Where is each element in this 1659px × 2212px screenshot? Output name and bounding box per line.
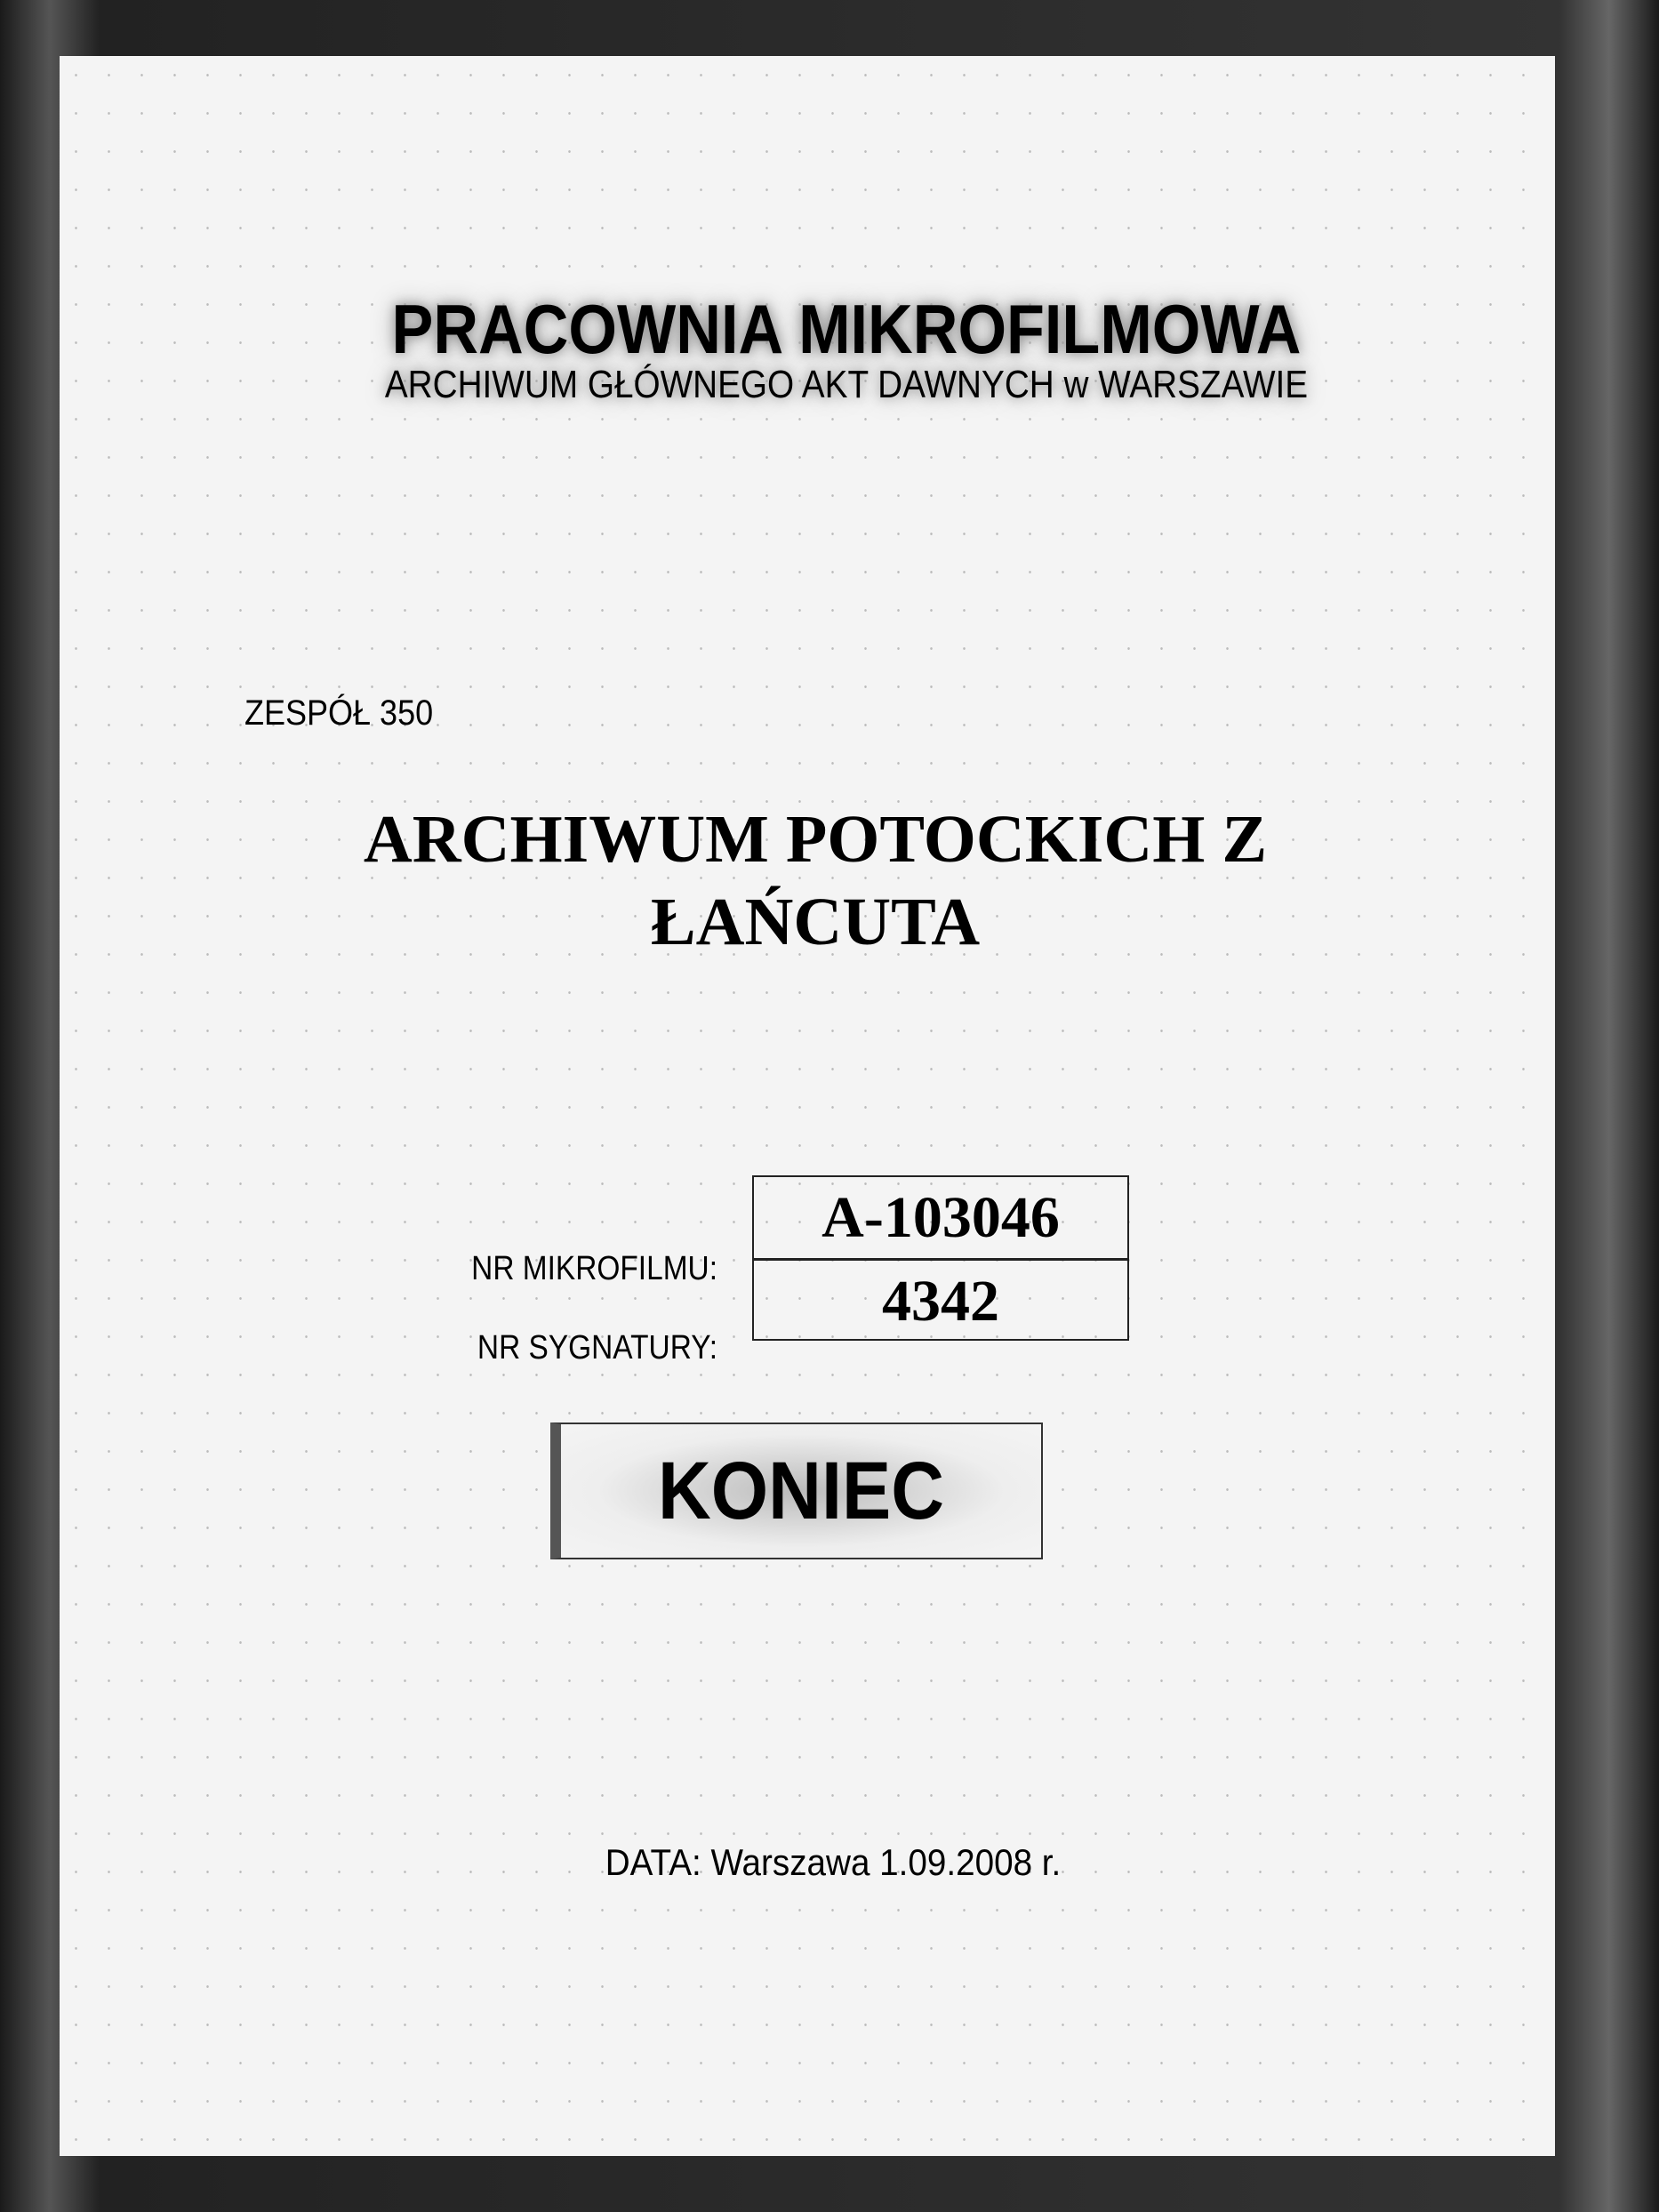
- signature-label: NR SYGNATURY:: [477, 1329, 717, 1366]
- document-page: [60, 56, 1555, 2156]
- end-stamp: [550, 1423, 1043, 1559]
- signature-number: 4342: [754, 1258, 1127, 1342]
- fonds-number: ZESPÓŁ 350: [244, 693, 434, 733]
- fonds-name-line1: ARCHIWUM POTOCKICH Z: [363, 802, 1268, 877]
- institution-subtitle: ARCHIWUM GŁÓWNEGO AKT DAWNYCH w WARSZAWIE: [384, 363, 1309, 406]
- end-label: KONIEC: [657, 1446, 945, 1536]
- fonds-name-line2: ŁAŃCUTA: [650, 885, 981, 959]
- microfilm-label: NR MIKROFILMU:: [471, 1250, 717, 1287]
- date-line: DATA: Warszawa 1.09.2008 r.: [605, 1841, 1062, 1883]
- institution-title: PRACOWNIA MIKROFILMOWA: [391, 290, 1302, 368]
- microfilm-number: A-103046: [821, 1185, 1060, 1250]
- identifier-table: [752, 1175, 1129, 1341]
